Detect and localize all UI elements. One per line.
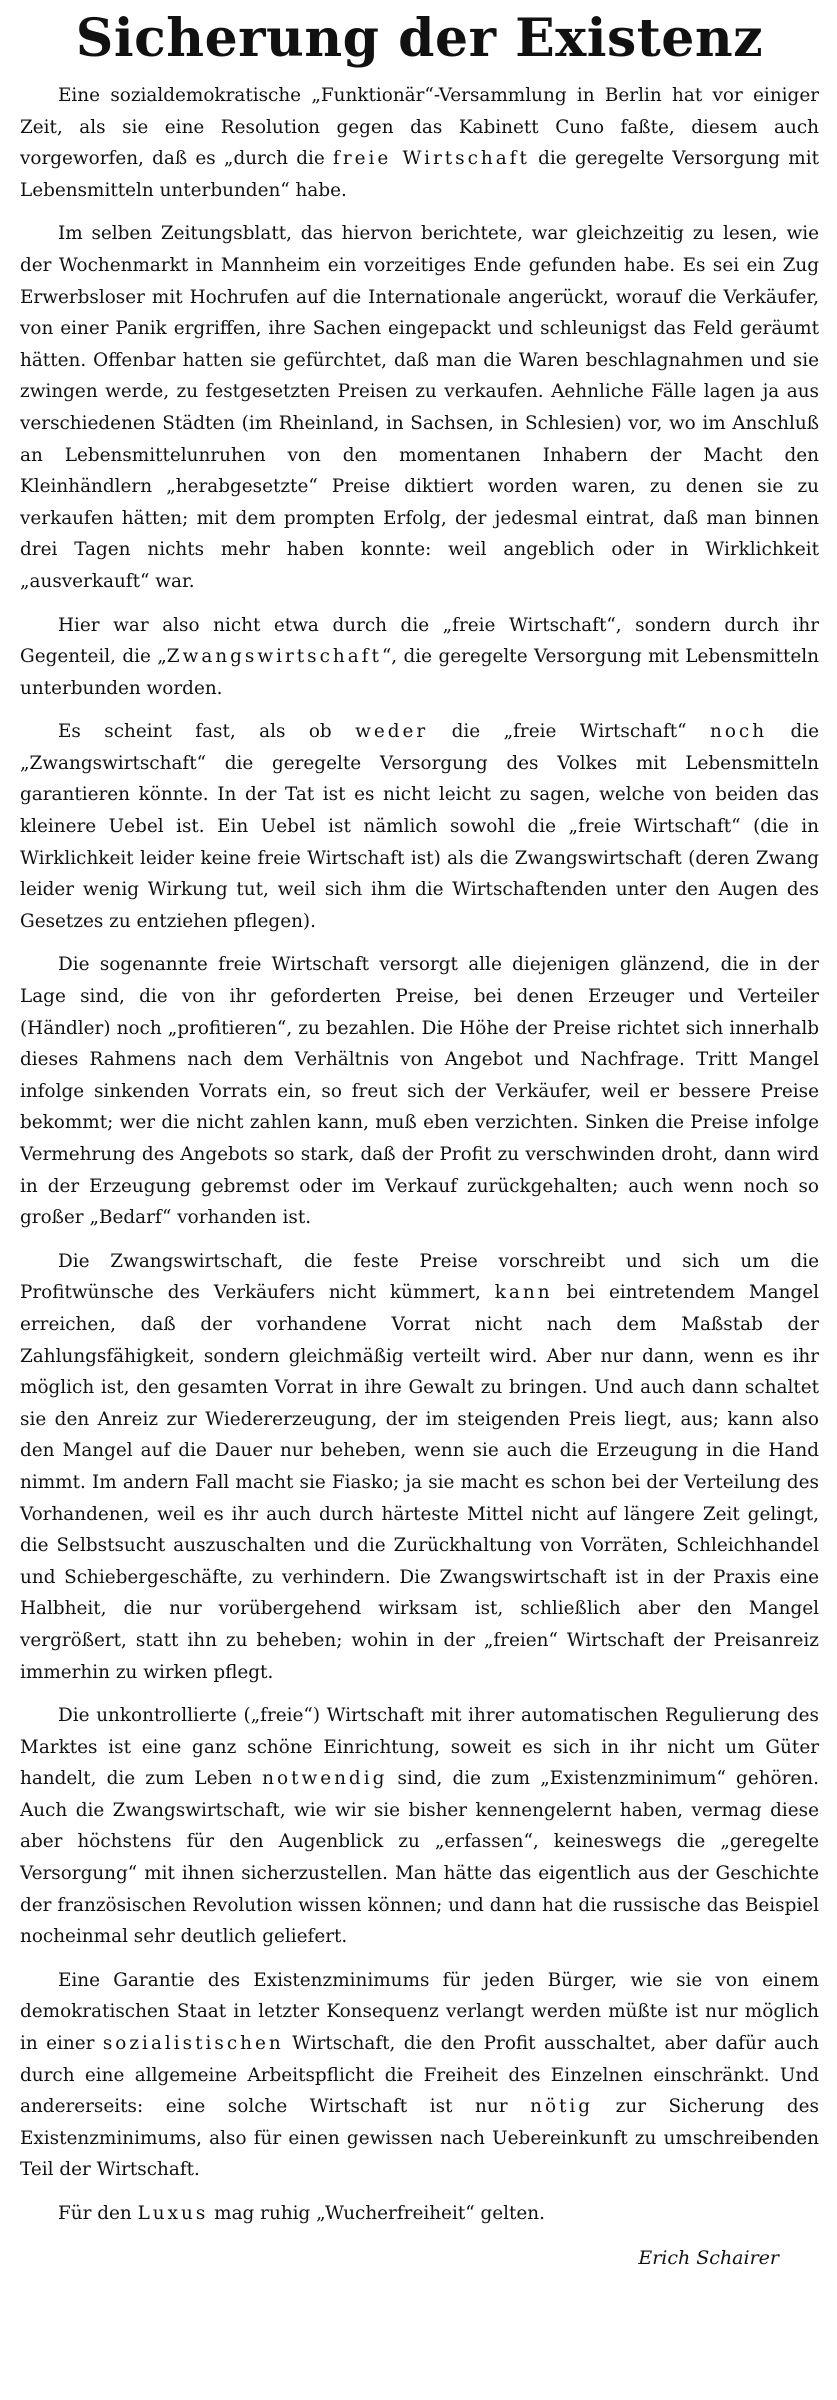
paragraph (20, 1246, 819, 1688)
paragraph (20, 949, 819, 1233)
text-segment: Es scheint fast, als ob (58, 721, 356, 743)
author-signature: Erich Schairer (638, 2246, 779, 2269)
paragraph (20, 80, 819, 206)
text-segment: Die unkontrollierte („freie“) Wirtschaft mit ihrer automatischen Regulierung des Marktes ist eine ganz schöne Einrichtung, soweit es sich in ihr nicht um Güter handelt, die zum Leben (20, 1705, 819, 1790)
emphasized-text: noch (709, 721, 768, 743)
text-segment: zur Sicherung des Existenzminimums, also für einen gewissen nach Uebereinkunft zu umschreibenden Teil der Wirtschaft. (20, 2096, 819, 2181)
emphasized-text: sozialistischen (102, 2033, 284, 2055)
text-segment: Im selben Zeitungsblatt, das hiervon berichtete, war gleichzeitig zu lesen, wie der Wochenmarkt in Mannheim ein vorzeitiges Ende gefunden habe. Es sei ein Zug Erwerbsloser mit Hochrufen auf die Internationale angerückt, worauf die Verkäufer, von einer Panik ergriffen, ihre Sachen eingepackt und schleunigst das Feld geräumt hätten. Offenbar hatten sie gefürchtet, daß man die Waren beschlagnahmen und sie zwingen werde, zu festgesetzten Preisen zu verkaufen. Aehnliche Fälle lagen ja aus verschiedenen Städten (im Rheinland, in Sachsen, in Schlesien) vor, wo im Anschluß an Lebensmittelunruhen von den momentanen Inhabern der Macht den Kleinhändlern „herabgesetzte“ Preise diktiert worden waren, zu denen sie zu verkaufen hätten; mit dem prompten Erfolg, der jedesmal eintrat, daß man binnen drei Tagen nichts mehr haben konnte: weil angeblich oder in Wirklichkeit „ausverkauft“ war. (20, 223, 819, 592)
text-segment: Die Zwangswirtschaft, die feste Preise vorschreibt und sich um die Profitwünsche des Verkäufers nicht kümmert, (20, 1250, 819, 1304)
text-segment: sind, die zum „Existenzminimum“ gehören. Auch die Zwangswirtschaft, wie wir sie bisher kennengelernt haben, vermag diese aber höchstens für den Augenblick zu „erfassen“, keineswegs die „geregelte Versorgung“ mit ihnen sicherzustellen. Man hätte das eigentlich aus der Geschichte der französischen Revolution wissen können; und dann hat die russische das Beispiel nocheinmal sehr deutlich geliefert. (20, 1768, 819, 1948)
text-segment: die „freie Wirtschaft“ (428, 721, 710, 743)
paragraph (20, 1965, 819, 2186)
text-segment: Hier war also nicht etwa durch die „freie Wirtschaft“, sondern durch ihr Gegenteil, die „ (20, 614, 819, 668)
emphasized-text: freie Wirtschaft (333, 148, 530, 170)
paragraph (20, 716, 819, 937)
emphasized-text: nötig (530, 2096, 594, 2118)
text-segment: die „Zwangswirtschaft“ die geregelte Versorgung des Volkes mit Lebensmitteln garantieren könnte. In der Tat ist es nicht leicht zu sagen, welche von beiden das kleinere Uebel ist. Ein Uebel ist nämlich sowohl die „freie Wirtschaft“ (die in Wirklichkeit leider keine freie Wirtschaft ist) als die Zwangswirtschaft (deren Zwang leider wenig Wirkung tut, weil sich ihm die Wirtschaftenden unter den Augen des Gesetzes zu entziehen pflegen). (20, 721, 820, 932)
emphasized-text: weder (355, 721, 429, 743)
text-segment: bei eintretendem Mangel erreichen, daß der vorhandene Vorrat nicht nach dem Maßstab der Zahlungsfähigkeit, sondern gleichmäßig verteilt wird. Aber nur dann, wenn es ihr möglich ist, den gesamten Vorrat in ihre Gewalt zu bringen. Und auch dann schaltet sie den Anreiz zur Wiedererzeugung, der im steigenden Preis liegt, aus; kann also den Mangel auf die Dauer nur beheben, wenn sie auch die Erzeugung in die Hand nimmt. Im andern Fall macht sie Fiasko; ja sie macht es schon bei der Verteilung des Vorhandenen, weil es ihr auch durch härteste Mittel nicht auf längere Zeit gelingt, die Selbstsucht auszuschalten und die Zurückhaltung von Vorräten, Schleichhandel und Schiebergeschäfte, zu verhindern. Die Zwangswirtschaft ist in der Praxis eine Halbheit, die nur vorübergehend wirksam ist, schließlich aber den Mangel vergrößert, statt ihn zu beheben; wohin in der „freien“ Wirtschaft der Preisanreiz immerhin zu wirken pflegt. (20, 1282, 819, 1683)
emphasized-text: kann (494, 1282, 553, 1304)
text-segment: mag ruhig „Wucherfreiheit“ gelten. (208, 2203, 545, 2224)
paragraph (20, 218, 819, 597)
text-segment: Für den (58, 2203, 138, 2224)
emphasized-text: Luxus (137, 2203, 209, 2224)
text-segment: die geregelte Versorgung mit Lebensmitteln unterbunden“ habe. (20, 148, 820, 201)
article-headline: Sicherung der Existenz (75, 8, 764, 69)
paragraph (20, 1700, 819, 1953)
paragraph (20, 2198, 819, 2230)
text-segment: Eine sozialdemokratische „Funktionär“-Versammlung in Berlin hat vor einiger Zeit, als sie eine Resolution gegen das Kabinett Cuno faßte, diesem auch vorgeworfen, daß es „durch die (20, 85, 819, 170)
text-segment: “, die geregelte Versorgung mit Lebensmitteln unterbunden worden. (20, 646, 819, 699)
text-segment: Eine Garantie des Existenzminimums für jeden Bürger, wie sie von einem demokratischen Staat in letzter Konsequenz verlangt werden müßte ist nur möglich in einer (20, 1969, 819, 2055)
text-segment: Die sogenannte freie Wirtschaft versorgt alle diejenigen glänzend, die in der Lage sind, die von ihr geforderten Preise, bei denen Erzeuger und Verteiler (Händler) noch „profitieren“, zu bezahlen. Die Höhe der Preise richtet sich innerhalb dieses Rahmens nach dem Verhältnis von Angebot und Nachfrage. Tritt Mangel infolge sinkenden Vorrats ein, so freut sich der Verkäufer, weil er bessere Preise bekommt; wer die nicht zahlen kann, muß eben verzichten. Sinken die Preise infolge Vermehrung des Angebots so stark, daß der Profit zu verschwinden droht, dann wird in der Erzeugung gebremst oder im Verkauf zurückgehalten; auch wenn noch so großer „Bedarf“ vorhanden ist. (20, 954, 819, 1229)
article-body (20, 80, 819, 2230)
emphasized-text: Zwangswirtschaft (166, 646, 382, 668)
emphasized-text: notwendig (262, 1768, 388, 1790)
text-segment: Wirtschaft, die den Profit ausschaltet, aber dafür auch durch eine allgemeine Arbeitspflicht die Freiheit des Einzelnen einschränkt. Und andererseits: eine solche Wirtschaft ist nur (20, 2033, 819, 2118)
paragraph (20, 610, 819, 705)
